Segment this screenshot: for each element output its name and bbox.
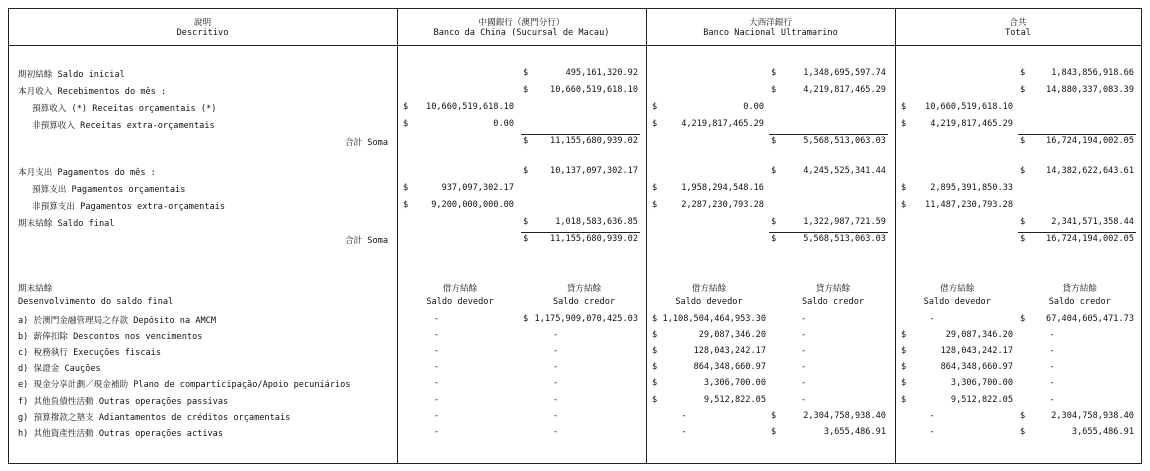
total-tot-amount: 16,724,194,002.05 bbox=[1046, 234, 1134, 244]
tot_c-currency: $ bbox=[1020, 314, 1026, 324]
header-total-zh: 合共 bbox=[1009, 18, 1027, 28]
boc_d-dash: - bbox=[433, 346, 440, 357]
bnu-tot-currency: $ bbox=[771, 136, 777, 146]
bnu_d-amount: 864,348,660.97 bbox=[693, 362, 766, 373]
header-total-pt: Total bbox=[1005, 28, 1031, 38]
total-tot-currency: $ bbox=[1020, 234, 1026, 244]
tot_d-currency: $ bbox=[901, 330, 907, 341]
boc-sub-amount: 10,660,519,618.10 bbox=[426, 102, 514, 112]
total-tot-amount: 1,843,856,918.66 bbox=[1051, 68, 1134, 78]
soma-label: 合計 Soma bbox=[344, 236, 388, 246]
bnu-sub-amount: 1,958,294,548.16 bbox=[681, 183, 764, 193]
total-sub-amount: 10,660,519,618.10 bbox=[925, 102, 1013, 112]
bnu-tot-currency: $ bbox=[771, 217, 777, 227]
row-label: 本月支出 Pagamentos do mês : bbox=[18, 168, 156, 178]
boc-tot-amount: 495,161,320.92 bbox=[565, 68, 638, 78]
bnu_d-currency: $ bbox=[652, 314, 658, 324]
tot_c-currency: $ bbox=[1020, 410, 1026, 421]
boc-sub-currency: $ bbox=[403, 200, 409, 210]
boc_d-dash: - bbox=[433, 394, 440, 405]
boc-sub-amount: 0.00 bbox=[493, 119, 514, 129]
credit-header-pt: Saldo credor bbox=[801, 297, 865, 307]
bnu_c-amount: 3,655,486.91 bbox=[823, 426, 886, 437]
tot_c-currency: $ bbox=[1020, 426, 1026, 437]
frame-right-line bbox=[1141, 8, 1142, 464]
boc-tot-amount: 10,137,097,302.17 bbox=[550, 166, 638, 176]
debit-header-pt: Saldo devedor bbox=[923, 297, 991, 307]
debit-header-zh: 借方結餘 bbox=[691, 284, 727, 294]
column-divider bbox=[397, 8, 398, 464]
header-desc-zh: 說明 bbox=[193, 18, 212, 28]
bnu_c-dash: - bbox=[800, 346, 807, 357]
boc-sub-amount: 937,097,302.17 bbox=[441, 183, 514, 193]
bnu-tot-amount: 5,568,513,063.03 bbox=[803, 136, 886, 146]
frame-left-line bbox=[8, 8, 9, 464]
tot_d-amount: 128,043,242.17 bbox=[940, 346, 1013, 357]
boc_c-dash: - bbox=[552, 346, 559, 357]
balance-row-label: g) 預算撥款之墊支 Adiantamentos de créditos orçamentais bbox=[18, 412, 291, 423]
tot_d-amount: 9,512,822.05 bbox=[950, 394, 1013, 405]
boc-tot-currency: $ bbox=[523, 68, 529, 78]
total-sub-amount: 11,487,230,793.28 bbox=[925, 200, 1013, 210]
bnu_d-currency: $ bbox=[652, 378, 658, 389]
boc_c-dash: - bbox=[552, 362, 559, 373]
bnu_d-currency: $ bbox=[652, 346, 658, 357]
total-tot-amount: 2,341,571,358.44 bbox=[1051, 217, 1134, 227]
bnu-tot-currency: $ bbox=[771, 234, 777, 244]
tot_c-dash: - bbox=[1049, 346, 1055, 357]
boc_c-dash: - bbox=[552, 330, 559, 341]
total-tot-currency: $ bbox=[1020, 68, 1026, 78]
bnu-sub-amount: 2,287,230,793.28 bbox=[681, 200, 764, 210]
tot_d-dash: - bbox=[929, 314, 935, 324]
soma-top-rule bbox=[1018, 134, 1136, 135]
bnu_d-dash: - bbox=[681, 410, 687, 421]
tot_c-amount: 67,404,605,471.73 bbox=[1046, 314, 1134, 324]
soma-top-rule bbox=[521, 232, 640, 233]
row-label: 期初結餘 Saldo inicial bbox=[18, 70, 125, 80]
total-tot-currency: $ bbox=[1020, 217, 1026, 227]
bnu-tot-amount: 5,568,513,063.03 bbox=[803, 234, 886, 244]
total-tot-currency: $ bbox=[1020, 85, 1026, 95]
row-label: 非預算支出 Pagamentos extra-orçamentais bbox=[32, 202, 226, 212]
tot_c-dash: - bbox=[1049, 362, 1055, 373]
boc-tot-currency: $ bbox=[523, 85, 529, 95]
tot_d-currency: $ bbox=[901, 378, 907, 389]
bnu_d-currency: $ bbox=[652, 394, 658, 405]
bnu-tot-amount: 1,348,695,597.74 bbox=[803, 68, 886, 78]
column-divider bbox=[895, 8, 896, 464]
header-desc-pt: Descritivo bbox=[176, 28, 229, 38]
balance-row-label: b) 薪俸扣除 Descontos nos vencimentos bbox=[18, 332, 203, 343]
soma-top-rule bbox=[521, 134, 640, 135]
soma-top-rule bbox=[1018, 232, 1136, 233]
row-label: 非預算收入 Receitas extra-orçamentais bbox=[32, 121, 215, 131]
tot_d-currency: $ bbox=[901, 394, 907, 405]
total-sub-currency: $ bbox=[901, 119, 907, 129]
credit-header-zh: 貸方結餘 bbox=[566, 284, 602, 294]
header-bottom-line bbox=[8, 45, 1142, 46]
debit-header-zh: 借方結餘 bbox=[442, 284, 478, 294]
boc-tot-amount: 11,155,680,939.02 bbox=[550, 234, 638, 244]
soma-top-rule bbox=[769, 134, 888, 135]
column-divider bbox=[646, 8, 647, 464]
tot_c-dash: - bbox=[1049, 394, 1055, 405]
tot_d-currency: $ bbox=[901, 362, 907, 373]
boc_d-dash: - bbox=[433, 410, 440, 421]
bnu_c-amount: 2,304,758,938.40 bbox=[803, 410, 886, 421]
boc_d-dash: - bbox=[433, 378, 440, 389]
tot_c-dash: - bbox=[1049, 330, 1055, 341]
total-sub-currency: $ bbox=[901, 102, 907, 112]
header-bnu-zh: 大西洋銀行 bbox=[749, 18, 792, 28]
balance-row-label: h) 其他資產性活動 Outras operações activas bbox=[18, 428, 224, 439]
bnu_d-amount: 9,512,822.05 bbox=[703, 394, 766, 405]
row-label: 期末結餘 Saldo final bbox=[18, 219, 115, 229]
bnu-sub-amount: 4,219,817,465.29 bbox=[681, 119, 764, 129]
bnu_d-currency: $ bbox=[652, 362, 658, 373]
tot_d-currency: $ bbox=[901, 346, 907, 357]
debit-header-pt: Saldo devedor bbox=[675, 297, 743, 307]
total-tot-amount: 16,724,194,002.05 bbox=[1046, 136, 1134, 146]
bnu-sub-currency: $ bbox=[652, 102, 658, 112]
bnu-sub-currency: $ bbox=[652, 183, 658, 193]
credit-header-zh: 貸方結餘 bbox=[1062, 284, 1097, 294]
tot_d-amount: 864,348,660.97 bbox=[940, 362, 1013, 373]
debit-header-zh: 借方結餘 bbox=[940, 284, 975, 294]
total-tot-currency: $ bbox=[1020, 136, 1026, 146]
section3-title-zh: 期末結餘 bbox=[18, 284, 53, 294]
row-label: 預算支出 Pagamentos orçamentais bbox=[32, 185, 186, 195]
bnu_c-dash: - bbox=[800, 362, 807, 373]
bnu_d-amount: 29,087,346.20 bbox=[698, 330, 766, 341]
boc_d-dash: - bbox=[433, 314, 440, 324]
bnu-tot-currency: $ bbox=[771, 166, 777, 176]
bnu_c-currency: $ bbox=[771, 410, 777, 421]
boc_c-currency: $ bbox=[523, 314, 529, 324]
tot_c-amount: 2,304,758,938.40 bbox=[1051, 410, 1134, 421]
debit-header-pt: Saldo devedor bbox=[426, 297, 494, 307]
total-sub-amount: 2,895,391,850.33 bbox=[930, 183, 1013, 193]
boc-tot-currency: $ bbox=[523, 217, 529, 227]
total-tot-currency: $ bbox=[1020, 166, 1026, 176]
bnu_c-dash: - bbox=[800, 314, 807, 324]
balance-row-label: a) 於澳門金融管理局之存款 Depósito na AMCM bbox=[18, 316, 217, 326]
boc-tot-amount: 10,660,519,618.10 bbox=[550, 85, 638, 95]
soma-label: 合計 Soma bbox=[344, 138, 388, 148]
boc-sub-currency: $ bbox=[403, 119, 409, 129]
bnu-tot-amount: 4,245,525,341.44 bbox=[803, 166, 886, 176]
bnu_c-dash: - bbox=[800, 378, 807, 389]
balance-row-label: d) 保證金 Cauções bbox=[18, 364, 101, 375]
total-tot-amount: 14,382,622,643.61 bbox=[1046, 166, 1134, 176]
balance-row-label: e) 現金分享計劃／現金補助 Plano de comparticipação/Apoio pecuniários bbox=[18, 380, 351, 391]
bnu_c-currency: $ bbox=[771, 426, 777, 437]
total-sub-amount: 4,219,817,465.29 bbox=[930, 119, 1013, 129]
boc_c-dash: - bbox=[552, 394, 559, 405]
header-boc-zh: 中國銀行（澳門分行） bbox=[478, 18, 565, 28]
bnu-sub-amount: 0.00 bbox=[743, 102, 764, 112]
bnu_d-amount: 3,306,700.00 bbox=[703, 378, 766, 389]
bnu-tot-currency: $ bbox=[771, 68, 777, 78]
boc_c-dash: - bbox=[552, 426, 559, 437]
credit-header-pt: Saldo credor bbox=[1048, 297, 1111, 307]
boc-sub-amount: 9,200,000,000.00 bbox=[431, 200, 514, 210]
bnu-tot-amount: 4,219,817,465.29 bbox=[803, 85, 886, 95]
tot_d-dash: - bbox=[929, 410, 935, 421]
frame-top-line bbox=[8, 8, 1142, 9]
frame-bottom-line bbox=[8, 463, 1142, 464]
bnu_c-dash: - bbox=[800, 330, 807, 341]
tot_d-dash: - bbox=[929, 426, 935, 437]
balance-row-label: c) 稅務執行 Execuções fiscais bbox=[18, 348, 162, 359]
bnu_d-currency: $ bbox=[652, 330, 658, 341]
header-boc-pt: Banco da China (Sucursal de Macau) bbox=[433, 28, 610, 38]
tot_d-amount: 29,087,346.20 bbox=[945, 330, 1013, 341]
boc-tot-currency: $ bbox=[523, 136, 529, 146]
boc_d-dash: - bbox=[433, 330, 440, 341]
bnu-sub-currency: $ bbox=[652, 200, 658, 210]
soma-top-rule bbox=[769, 232, 888, 233]
credit-header-pt: Saldo credor bbox=[552, 297, 616, 307]
tot_d-amount: 3,306,700.00 bbox=[950, 378, 1013, 389]
bnu_d-amount: 128,043,242.17 bbox=[693, 346, 766, 357]
boc-tot-currency: $ bbox=[523, 234, 529, 244]
boc_c-dash: - bbox=[552, 410, 559, 421]
section3-title-pt: Desenvolvimento do saldo final bbox=[18, 297, 174, 307]
boc-sub-currency: $ bbox=[403, 102, 409, 112]
tot_c-dash: - bbox=[1049, 378, 1055, 389]
boc_c-dash: - bbox=[552, 378, 559, 389]
header-bnu-pt: Banco Nacional Ultramarino bbox=[703, 28, 838, 38]
bnu_c-dash: - bbox=[800, 394, 807, 405]
boc-sub-currency: $ bbox=[403, 183, 409, 193]
tot_c-amount: 3,655,486.91 bbox=[1071, 426, 1134, 437]
bnu_d-dash: - bbox=[681, 426, 687, 437]
boc-tot-amount: 1,018,583,636.85 bbox=[555, 217, 638, 227]
boc-tot-amount: 11,155,680,939.02 bbox=[550, 136, 638, 146]
bnu-tot-currency: $ bbox=[771, 85, 777, 95]
row-label: 本月收入 Recebimentos do mês : bbox=[18, 87, 167, 97]
total-sub-currency: $ bbox=[901, 200, 907, 210]
total-sub-currency: $ bbox=[901, 183, 907, 193]
boc_c-amount: 1,175,909,070,425.03 bbox=[534, 314, 638, 324]
bnu-sub-currency: $ bbox=[652, 119, 658, 129]
boc_d-dash: - bbox=[433, 426, 440, 437]
total-tot-amount: 14,880,337,083.39 bbox=[1046, 85, 1134, 95]
row-label: 預算收入 (*) Receitas orçamentais (*) bbox=[32, 104, 217, 114]
bnu-tot-amount: 1,322,987,721.59 bbox=[803, 217, 886, 227]
credit-header-zh: 貸方結餘 bbox=[815, 284, 851, 294]
boc-tot-currency: $ bbox=[523, 166, 529, 176]
bnu_d-amount: 1,108,504,464,953.30 bbox=[662, 314, 766, 324]
boc_d-dash: - bbox=[433, 362, 440, 373]
balance-row-label: f) 其他負債性活動 Outras operações passivas bbox=[18, 396, 229, 407]
